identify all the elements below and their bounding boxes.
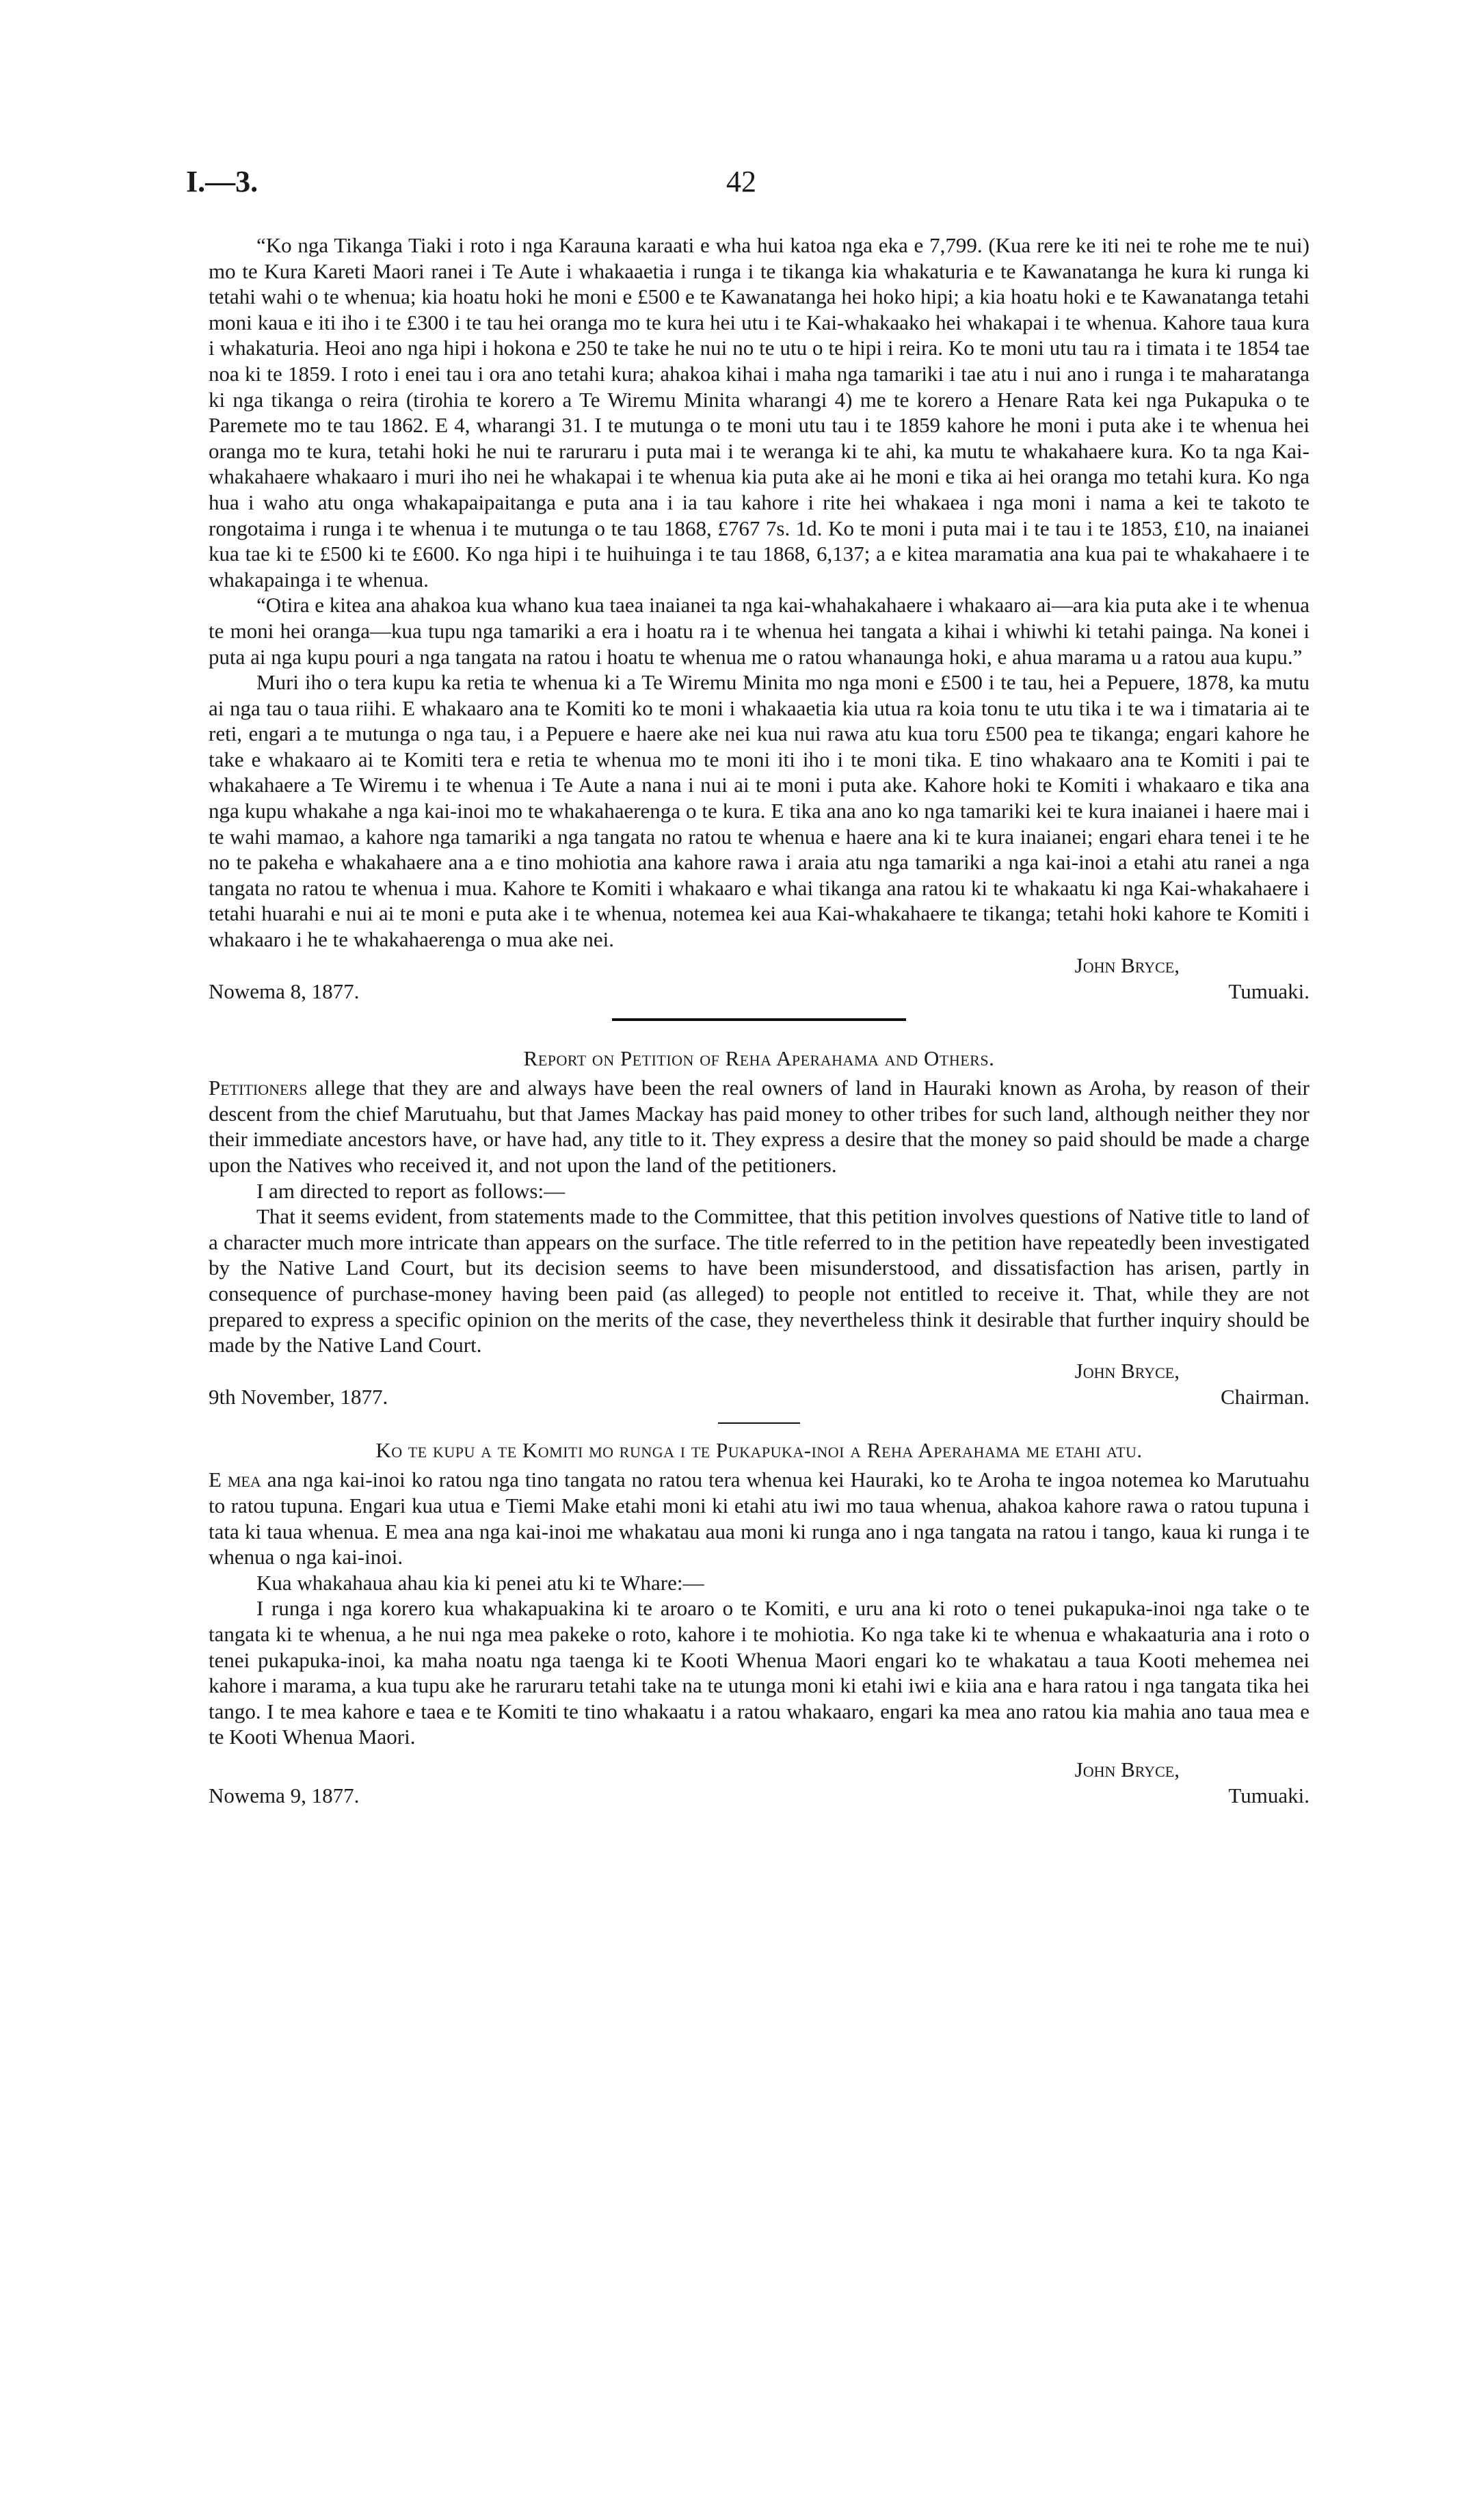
section-te-aute-report: [209, 233, 1310, 1005]
signature-block: [209, 953, 1310, 1005]
signatory-title: Chairman.: [1221, 1384, 1310, 1409]
lead-word: E mea: [209, 1468, 261, 1492]
section-heading: Report on Petition of Reha Aperahama and Others.: [523, 1046, 995, 1070]
signature-date: Nowema 9, 1877.: [209, 1783, 360, 1807]
signature-date: Nowema 8, 1877.: [209, 979, 360, 1003]
quoted-paragraph-1: “Ko nga Tikanga Tiaki i roto i nga Karauna karaati e wha hui katoa nga eka e 7,799. (Kua rere ke iti nei te rohe me te nui) mo te Kura Kareti Maori ranei i Te Aute i whakaaetia i runga i te tikanga kia whakaturia e te Kawanatanga he kura ki runga ki tetahi wahi o te whenua; kia hoatu hoki he moni e £500 e te Kawanatanga hei hoko hipi; a kia hoatu hoki e te Kawanatanga tetahi moni kaua e iti iho i te £300 i te tau hei oranga mo te kura hei utu i te Kai-whakaako hei whakapai i te whenua. Kahore taua kura i whakaturia. Heoi ano nga hipi i hokona e 250 te take he nui no te utu o te hipi i reira. Ko te moni utu tau ra i timata i te 1854 tae noa ki te 1859. I roto i enei tau i ora ano tetahi kura; ahakoa kihai i maha nga tamariki i tae atu i nui ano i runga i te maharatanga ki nga tikanga o reira (tirohia te korero a Te Wiremu Minita wharangi 4) me te korero a Henare Rata kei nga Pukapuka o te Paremete mo te tau 1862. E 4, wharangi 31. I te mutunga o te moni utu tau i te 1859 kahore he moni i puta ake i te whenua hei oranga mo te kura, tetahi hoki he nui te raruraru i puta mai i te weranga ki te ahi, ka mutu te whakahaere kura. Ko ta nga Kai-whakahaere whakaaro i muri iho nei he whakapai i te whenua kia puta ake ai he moni e tika ai hei oranga mo tetahi kura. Ko nga hua i waho atu onga whakapaipaitanga e puta ana i ia tau kahore i rite hei whakaea i nga moni i nama a kei te takoto te rongotaima i runga i te whenua i te mutunga o te tau 1868, £767 7s. 1d. Ko te moni i puta mai i te tau i te 1853, £10, na inaianei kua tae ki te £500 ki te £600. Ko nga hipi i te huihuinga i te tau 1868, 6,137; a e kitea maramatia ana kua pai te whakahaere i te whakapainga i te whenua.: [209, 233, 1310, 592]
quoted-paragraph-2: “Otira e kitea ana ahakoa kua whano kua taea inaianei ta nga kai-whahakahaere i whakaaro ai—ara kia puta ake i te whenua te moni hei oranga—kua tupu nga tamariki a era i hoatu ra i te whenua hei tangata a kihai i whiwhi ki tetahi painga. Na konei i puta ai nga kupu pouri a nga tangata na ratou i hoatu te whenua me o ratou whanaunga hoki, e ahua marama u a ratou aua kupu.”: [209, 593, 1310, 669]
document-reference: I.—3.: [186, 165, 258, 198]
section-divider: [612, 1018, 906, 1021]
signatory-name: John Bryce,: [1074, 1358, 1180, 1383]
signature-block: [209, 1358, 1310, 1410]
petition-summary-paragraph: [209, 1075, 1310, 1178]
report-body-paragraph: Muri iho o tera kupu ka retia te whenua ki a Te Wiremu Minita mo nga moni e £500 i te tau, hei a Pepuere, 1878, ka mutu ai nga tau o taua riihi. E whakaaro ana te Komiti ko te moni i whakaaetia kia utua ra koia tonu te utu tika i te wa i timataria ai te reti, engari a te mutunga o nga tau, i a Pepuere e haere ake nei kua nui rawa atu kua toru £500 pea te tikanga; engari kahore he take e whakaaro ai te Komiti tera e retia te whenua mo te moni iti iho i te moni tika. E tino whakaaro ana te Komiti i pai te whakahaere a Te Wiremu i te whenua i Te Aute a nana i nui ai te moni i puta ake. Kahore hoki te Komiti i whakaaro e tika ana nga kupu whakahe a nga kai-inoi mo te whakahaerenga o te kura. E tika ana ano ko nga tamariki kei te kura inaianei i haere mai i te wahi mamao, a kahore nga tamariki a nga tangata no ratou te whenua e haere ana ki te kura inaianei; engari ehara tenei i te he no te pakeha e whakahaere ana a e tino mohiotia ana kahore rawa i araia atu nga tamariki a nga kai-inoi a etahi atu ranei a nga tangata no ratou te whenua i mua. Kahore te Komiti i whakaaro e whai tikanga ana ratou ki te whakaatu ki nga Kai-whakahaere i tetahi huarahi e nui ai te moni e puta ake i te whenua, notemea kei aua Kai-whakahaere te tikanga; tetahi hoki kahore te Komiti i whakaaro i he te whakahaerenga o mua ake nei.: [209, 670, 1310, 952]
section-heading: Ko te kupu a te Komiti mo runga i te Pukapuka-inoi a Reha Aperahama me etahi atu.: [375, 1437, 1143, 1462]
section-petition-report: [209, 1046, 1310, 1410]
petitioners-lead-word: Petitioners: [209, 1076, 308, 1100]
petition-summary-text: ana nga kai-inoi ko ratou nga tino tangata no ratou tera whenua kei Hauraki, ko te Aroha te ingoa notemea ko Marutuahu to ratou tupuna. Engari kua utua e Tiemi Make etahi moni ki etahi atu iwi mo taua whenua, ahakoa kahore rawa o ratou tupuna i tata ki taua whenua. E mea ana nga kai-inoi me whakatau aua moni ki runga ano i nga tangata na ratou i tango, kaua ki runga i te whenua o nga kai-inoi.: [209, 1468, 1310, 1569]
signatory-title: Tumuaki.: [1228, 979, 1310, 1003]
signatory-name: John Bryce,: [1074, 953, 1180, 977]
page-number: 42: [726, 165, 756, 198]
page-content: [209, 233, 1310, 1809]
directive-paragraph: Kua whakahaua ahau kia ki penei atu ki te Whare:—: [256, 1570, 704, 1595]
petition-summary-text: allege that they are and always have been the real owners of land in Hauraki known as Aroha, by reason of their descent from the chief Marutuahu, but that James Mackay has paid money to other tribes for such land, although neither they nor their immediate ancestors have, or have had, any title to it. They express a desire that the money so paid should be made a charge upon the Natives who received it, and not upon the land of the petitioners.: [209, 1076, 1310, 1177]
signature-date: 9th November, 1877.: [209, 1384, 388, 1409]
signatory-name: John Bryce,: [1074, 1757, 1180, 1781]
page-header: [186, 164, 1335, 205]
signature-block: [209, 1757, 1310, 1809]
findings-paragraph: I runga i nga korero kua whakapuakina ki te aroaro o te Komiti, e uru ana ki roto o tenei pukapuka-inoi nga take o te tangata ki te whenua, a he nui nga mea pakeke o roto, kahore i te mohiotia. Ko nga take ki te whenua e whakaaturia ana i roto o tenei pukapuka-inoi, ka maha noatu nga taenga ki te Kooti Whenua Maori engari ko te whakatau a taua Kooti mehemea nei kahore i marama, a kua tupu ake he raruraru tetahi take na te utunga moni ki etahi iwi e kiia ana e hara ratou i nga tangata tika hei tango. I te mea kahore e taea e te Komiti te tino whakaatu i a ratou whakaaro, engari ka mea ano ratou kia mahia ano taua mea e te Kooti Whenua Maori.: [209, 1596, 1310, 1749]
spacer: [209, 1750, 1310, 1757]
section-petition-report-maori: [209, 1437, 1310, 1809]
section-divider: [718, 1422, 800, 1424]
signatory-title: Tumuaki.: [1228, 1783, 1310, 1807]
directive-paragraph: I am directed to report as follows:—: [256, 1178, 566, 1203]
petition-summary-paragraph: [209, 1467, 1310, 1569]
findings-paragraph: That it seems evident, from statements made to the Committee, that this petition involves questions of Native title to land of a character much more intricate than appears on the surface. The title referred to in the petition have repeatedly been investigated by the Native Land Court, but its decision seems to have been misunderstood, and dissatisfaction has arisen, partly in consequence of purchase-money having been paid (as alleged) to people not entitled to receive it. That, while they are not prepared to express a specific opinion on the merits of the case, they nevertheless think it desirable that further inquiry should be made by the Native Land Court.: [209, 1204, 1310, 1357]
